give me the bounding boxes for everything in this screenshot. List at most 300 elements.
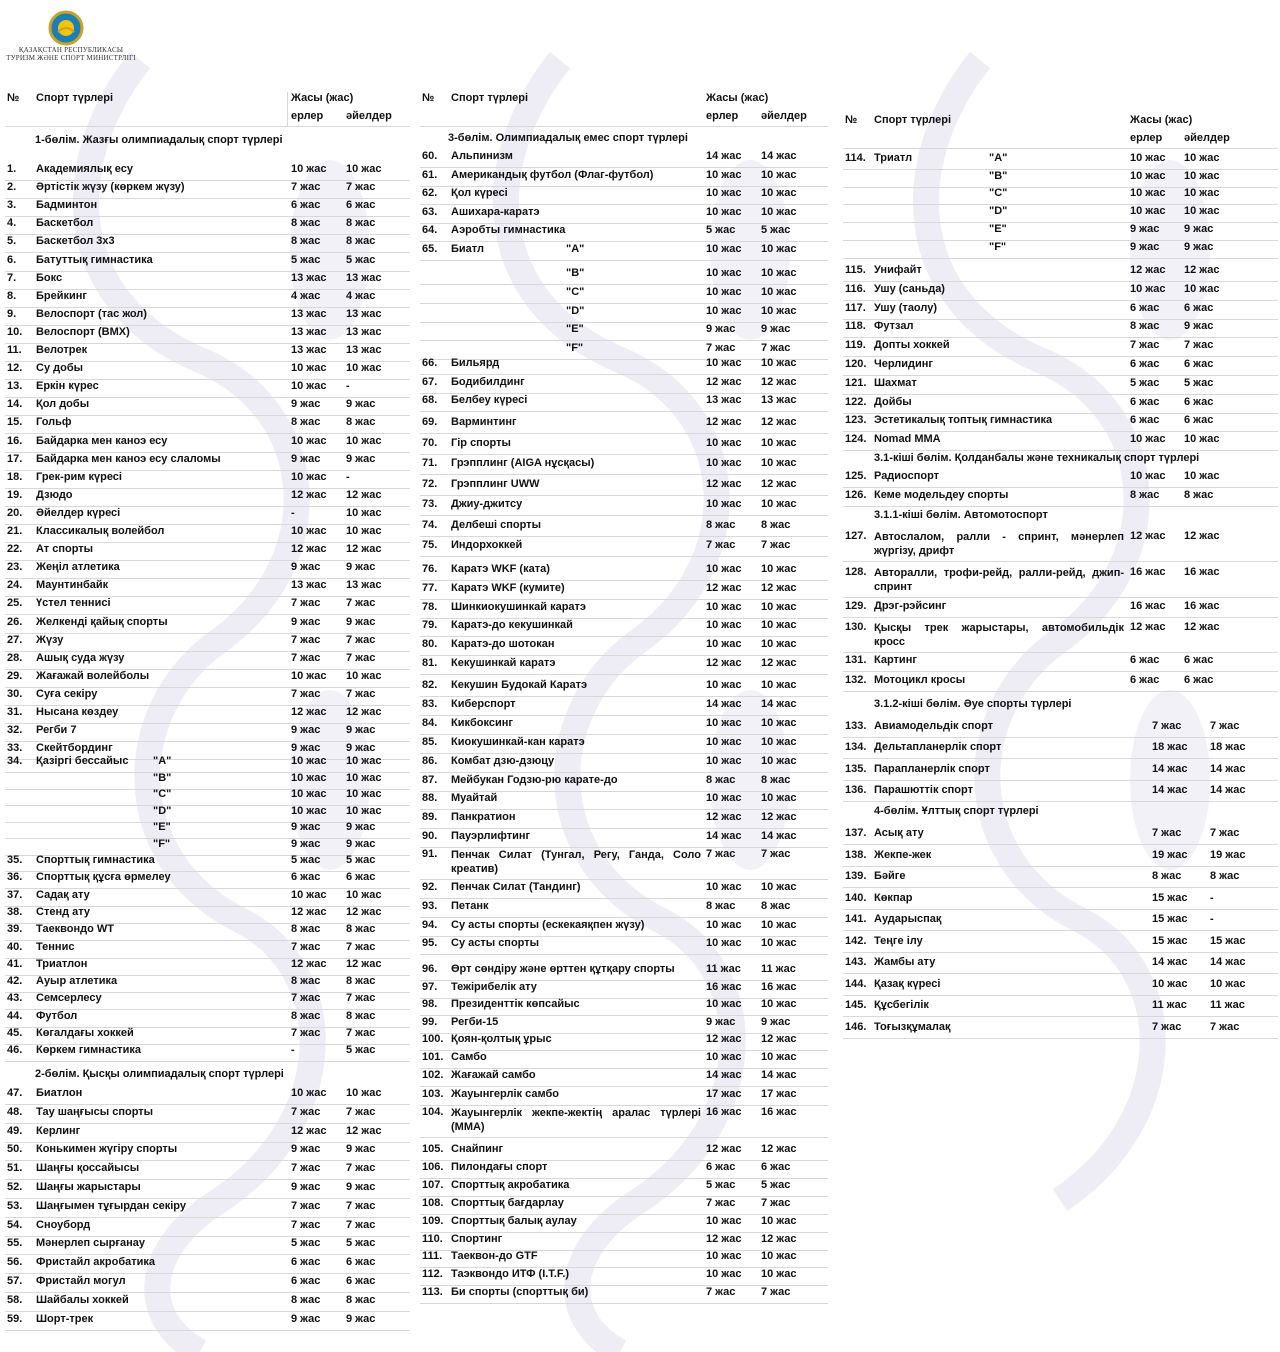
row-divider [843,617,1278,618]
row-divider [420,1137,828,1138]
age-women: 10 жас [1184,433,1220,445]
row-number: 106. [422,1161,444,1173]
age-women: 6 жас [1184,674,1214,686]
age-women: 10 жас [761,169,797,181]
row-number: 134. [845,741,867,753]
row-divider [843,394,1278,395]
age-women: 8 жас [346,217,376,229]
age-men: 8 жас [1130,489,1160,501]
row-divider [5,1123,410,1124]
table-header-women: әйелдер [346,110,392,122]
table-row [5,362,410,378]
row-number: 69. [422,416,438,428]
age-women: 9 жас [346,398,376,410]
table-row [420,774,828,790]
sport-name: Грэпплинг UWW [451,478,540,490]
table-row [843,849,1278,865]
row-divider [843,887,1278,888]
age-women: 7 жас [346,1106,376,1118]
table-header-sport: Спорт түрлері [36,92,114,104]
age-men: 9 жас [706,1016,736,1028]
row-divider [420,580,828,581]
row-divider [420,879,828,880]
row-divider [843,758,1278,759]
row-number: 66. [422,357,438,369]
age-women: 8 жас [761,900,791,912]
age-women: 6 жас [346,1256,376,1268]
table-row [420,998,828,1014]
age-men: 10 жас [706,498,742,510]
row-number: 137. [845,827,867,839]
sport-name: Велоспорт (BMX) [36,326,130,338]
row-divider [843,431,1278,432]
sport-name: Баскетбол [36,217,94,229]
table-row [420,679,828,695]
table-row [843,170,1278,186]
age-men: 10 жас [291,163,327,175]
section-title: 3.1-кіші бөлім. Қолданбалы және техникалық спорт түрлері [874,452,1200,464]
sport-name: Автослалом, ралли - спринт, мәнерлеп жүргізу, дрифт [874,531,1124,557]
table-row [420,150,828,166]
sport-name: Стенд ату [36,906,91,918]
row-number: 34. [7,755,23,767]
age-men: 10 жас [706,187,742,199]
category-label: "C" [989,187,1008,199]
sport-name: Ашық суда жүзу [36,652,125,664]
sport-name: Дрэг-рэйсинг [874,600,947,612]
age-men: 12 жас [706,376,742,388]
table-row [5,1200,410,1216]
row-number: 96. [422,963,438,975]
ministry-logo [6,10,136,62]
age-women: 6 жас [1184,302,1214,314]
sport-name: Авиамодельдік спорт [874,720,994,732]
sport-name: Конькимен жүгіру спорты [36,1143,178,1155]
age-men: 14 жас [1152,956,1188,968]
age-men: 4 жас [291,290,321,302]
table-row [420,1250,828,1266]
row-number: 84. [422,717,438,729]
sport-name: Өрт сөндіру және өрттен құтқару спорты [451,963,675,975]
sport-name: Жеңіл атлетика [36,561,120,573]
table-row [5,975,410,991]
age-men: 12 жас [706,811,742,823]
row-divider [5,1254,410,1255]
row-divider [843,597,1278,598]
row-number: 13. [7,380,23,392]
table-row [843,978,1278,994]
section-title: 3.1.1-кіші бөлім. Автомотоспорт [874,509,1048,521]
table-header-age: Жасы (жас) [706,92,769,104]
row-divider [420,536,828,537]
row-number: 8. [7,290,17,302]
table-row [5,1044,410,1060]
sport-name: Қазақ күресі [874,978,941,990]
age-men: 9 жас [291,1143,321,1155]
table-row [5,871,410,887]
sport-name: Батуттық гимнастика [36,254,153,266]
sport-name: Шахмат [874,377,917,389]
age-men: 8 жас [1130,320,1160,332]
table-header-no: № [7,92,20,104]
table-row [843,414,1278,430]
age-women: 12 жас [1184,621,1220,633]
row-divider [420,898,828,899]
table-row [420,755,828,771]
table-row [420,736,828,752]
age-women: - [346,471,350,483]
sport-name: Бокс [36,272,63,284]
sport-name: Дойбы [874,396,912,408]
sport-name: Спорттық бағдарлау [451,1197,564,1209]
age-men: 10 жас [291,755,327,767]
table-row [420,1033,828,1049]
age-men: 9 жас [706,323,736,335]
row-number: 11. [7,344,22,356]
sport-name: Бадминтон [36,199,98,211]
table-row [420,437,828,453]
age-women: 7 жас [1210,720,1240,732]
table-row [420,342,828,358]
sport-name: Регби-15 [451,1016,499,1028]
row-number: 70. [422,437,438,449]
age-men: 14 жас [706,1069,742,1081]
row-number: 52. [7,1181,23,1193]
row-divider [843,450,1278,451]
row-number: 60. [422,150,438,162]
age-women: 10 жас [346,889,382,901]
table-row [420,582,828,598]
row-number: 110. [422,1233,443,1245]
sport-name: Көркем гимнастика [36,1044,141,1056]
age-women: 10 жас [1210,978,1246,990]
table-row [843,741,1278,757]
table-row [5,326,410,342]
age-women: 10 жас [761,1268,797,1280]
age-men: 10 жас [706,717,742,729]
age-women: 19 жас [1210,849,1246,861]
table-row [5,1219,410,1235]
age-men: 10 жас [1130,187,1166,199]
row-number: 117. [845,302,866,314]
age-men: 10 жас [706,169,742,181]
sport-name: Каратэ-до шотокан [451,638,555,650]
table-row [5,1106,410,1122]
table-row [420,919,828,935]
age-men: 10 жас [706,457,742,469]
age-women: 9 жас [346,561,376,573]
table-row [420,1106,828,1136]
table-row [5,471,410,487]
row-number: 107. [422,1179,444,1191]
sport-name: Шайбалы хоккей [36,1294,129,1306]
table-row [5,1143,410,1159]
table-row [5,634,410,650]
age-women: 13 жас [346,326,382,338]
age-men: 10 жас [706,601,742,613]
row-number: 90. [422,830,438,842]
age-men: 9 жас [291,616,321,628]
age-men: 13 жас [291,326,327,338]
age-women: 10 жас [1184,152,1220,164]
sport-name: Аэробты гимнастика [451,224,566,236]
table-row [5,1256,410,1272]
row-number: 94. [422,919,438,931]
row-number: 123. [845,414,867,426]
section-title: 4-бөлім. Ұлттық спорт түрлері [874,805,1039,817]
row-number: 105. [422,1143,444,1155]
age-women: 10 жас [761,998,797,1010]
table-row [5,1162,410,1178]
row-divider [5,252,410,253]
row-divider [843,737,1278,738]
sport-name: Каратэ WKF (кумите) [451,582,565,594]
row-number: 20. [7,507,23,519]
category-label: "F" [153,838,171,850]
age-women: 5 жас [346,1044,376,1056]
sport-name: Триатл [874,152,913,164]
table-row [843,241,1278,257]
table-row [5,958,410,974]
row-divider [420,167,828,168]
table-row [5,906,410,922]
column-divider [287,92,288,126]
age-men: 7 жас [1152,720,1182,732]
sport-name: Ат спорты [36,543,94,555]
age-women: 11 жас [1210,999,1245,1011]
sport-name: Су асты спорты (ескекаяқпен жүзу) [451,919,645,931]
age-men: 7 жас [291,181,321,193]
row-number: 74. [422,519,438,531]
table-row [5,579,410,595]
sport-name: Биатл [451,243,485,255]
sport-name: Қол күресі [451,187,508,199]
age-men: 13 жас [291,308,327,320]
row-number: 32. [7,724,23,736]
table-row [420,1197,828,1213]
table-row [5,1027,410,1043]
age-men: 8 жас [291,923,321,935]
sport-name: Авторалли, трофи-рейд, ралли-рейд, джип-спринт [874,567,1124,593]
age-women: 7 жас [346,634,376,646]
row-number: 92. [422,881,438,893]
table-row [5,398,410,414]
sport-name: Су добы [36,362,84,374]
table-row [5,235,410,251]
age-women: 10 жас [761,881,797,893]
table-row [5,290,410,306]
age-men: 6 жас [706,1161,736,1173]
category-label: "E" [153,821,171,833]
row-number: 4. [7,217,17,229]
table-row [843,470,1278,486]
age-men: 10 жас [291,471,327,483]
table-row [843,999,1278,1015]
row-number: 141. [845,913,867,925]
table-row [420,1051,828,1067]
table-row [420,394,828,410]
sport-name: Кекушинкай каратэ [451,657,556,669]
age-men: 10 жас [1130,470,1166,482]
row-divider [5,1061,410,1062]
row-number: 30. [7,688,23,700]
sport-name: Регби 7 [36,724,77,736]
age-men: 9 жас [1130,223,1160,235]
age-men: 11 жас [706,963,741,975]
table-row [843,152,1278,168]
row-number: 6. [7,254,17,266]
age-men: 10 жас [706,206,742,218]
age-women: 12 жас [346,706,382,718]
row-number: 103. [422,1088,444,1100]
age-women: 5 жас [346,254,376,266]
table-row [420,498,828,514]
age-men: 5 жас [706,224,736,236]
table-row [843,358,1278,374]
row-number: 14. [7,398,23,410]
age-women: 16 жас [761,1106,797,1118]
age-men: 7 жас [291,634,321,646]
age-men: 17 жас [706,1088,742,1100]
row-divider [420,284,828,285]
category-label: "F" [566,342,584,354]
age-women: 14 жас [761,698,797,710]
age-women: 10 жас [761,679,797,691]
row-divider [843,866,1278,867]
table-row [5,1087,410,1103]
row-number: 87. [422,774,438,786]
ministry-name-line-2: ТУРИЗМ ЖӘНЕ СПОРТ МИНИСТРЛІГІ [6,54,136,62]
table-row [420,376,828,392]
row-number: 61. [422,169,438,181]
age-women: 7 жас [346,1162,376,1174]
age-women: 7 жас [346,1200,376,1212]
table-row [5,805,410,821]
row-divider [843,952,1278,953]
sport-name: Футбол [36,1010,78,1022]
table-row [420,830,828,846]
table-row [420,1088,828,1104]
age-men: 13 жас [291,272,327,284]
row-divider [843,995,1278,996]
age-men: 10 жас [706,919,742,931]
sport-name: Сноуборд [36,1219,91,1231]
table-row [5,992,410,1008]
sport-name: Шаңғымен тұғырдан секіру [36,1200,186,1212]
table-row [5,670,410,686]
table-row [5,923,410,939]
age-men: 8 жас [291,1010,321,1022]
age-men: 5 жас [291,254,321,266]
category-label: "D" [153,805,172,817]
sport-name: Таеквон-до GTF [451,1250,538,1262]
row-number: 62. [422,187,438,199]
age-women: 12 жас [1184,264,1220,276]
row-divider [5,1198,410,1199]
age-women: 10 жас [761,498,797,510]
table-row [5,217,410,233]
age-men: 16 жас [1130,600,1166,612]
age-women: 10 жас [1184,470,1220,482]
row-number: 12. [7,362,23,374]
age-men: 7 жас [706,848,736,860]
age-women: 7 жас [346,652,376,664]
sport-name: Индорхоккей [451,539,523,551]
age-men: 9 жас [291,1181,321,1193]
table-row [843,205,1278,221]
table-row [843,763,1278,779]
row-number: 57. [7,1275,23,1287]
age-women: 7 жас [1210,1021,1240,1033]
sport-name: Маунтинбайк [36,579,109,591]
row-divider [420,753,828,754]
age-women: 7 жас [346,992,376,1004]
sport-name: Мейбукан Годзю-рю карате-до [451,774,618,786]
row-number: 73. [422,498,438,510]
row-number: 83. [422,698,438,710]
table-row [420,638,828,654]
row-number: 116. [845,283,866,295]
row-number: 135. [845,763,867,775]
sport-name: Велоспорт (тас жол) [36,308,147,320]
row-number: 3. [7,199,17,211]
table-row [843,674,1278,690]
table-row [420,305,828,321]
sport-name: Спорттық акробатика [451,1179,570,1191]
age-men: 5 жас [706,1179,736,1191]
age-women: 9 жас [1184,241,1214,253]
age-men: 7 жас [1152,1021,1182,1033]
row-number: 25. [7,597,23,609]
table-header-age: Жасы (жас) [1130,114,1193,126]
category-label: "E" [989,223,1007,235]
row-number: 2. [7,181,17,193]
sport-name: Грэпплинг (AIGA нұсқасы) [451,457,595,469]
sport-name: Теннис [36,941,75,953]
age-women: 8 жас [346,923,376,935]
age-men: 8 жас [291,217,321,229]
table-row [843,283,1278,299]
table-row [420,416,828,432]
row-divider [420,715,828,716]
table-row [843,377,1278,393]
age-women: 7 жас [761,342,791,354]
row-number: 130. [845,621,867,633]
age-women: 6 жас [1184,414,1214,426]
age-men: 10 жас [706,243,742,255]
table-row [5,889,410,905]
sport-name: Еркін күрес [36,380,99,392]
table-row [5,272,410,288]
age-women: 10 жас [346,525,382,537]
table-row [5,597,410,613]
age-men: 12 жас [1130,530,1166,542]
sport-name: Американдық футбол (Флаг-футбол) [451,169,654,181]
row-number: 133. [845,720,867,732]
age-men: 10 жас [291,788,327,800]
age-men: 10 жас [291,435,327,447]
age-men: 12 жас [291,1125,327,1137]
age-men: 10 жас [1130,170,1166,182]
age-women: 14 жас [761,150,797,162]
row-number: 65. [422,243,438,255]
table-row [5,380,410,396]
table-row [420,267,828,283]
sport-name: Каратэ WKF (ката) [451,563,550,575]
age-men: 12 жас [291,543,327,555]
header-divider [420,126,828,127]
row-divider [843,258,1278,259]
